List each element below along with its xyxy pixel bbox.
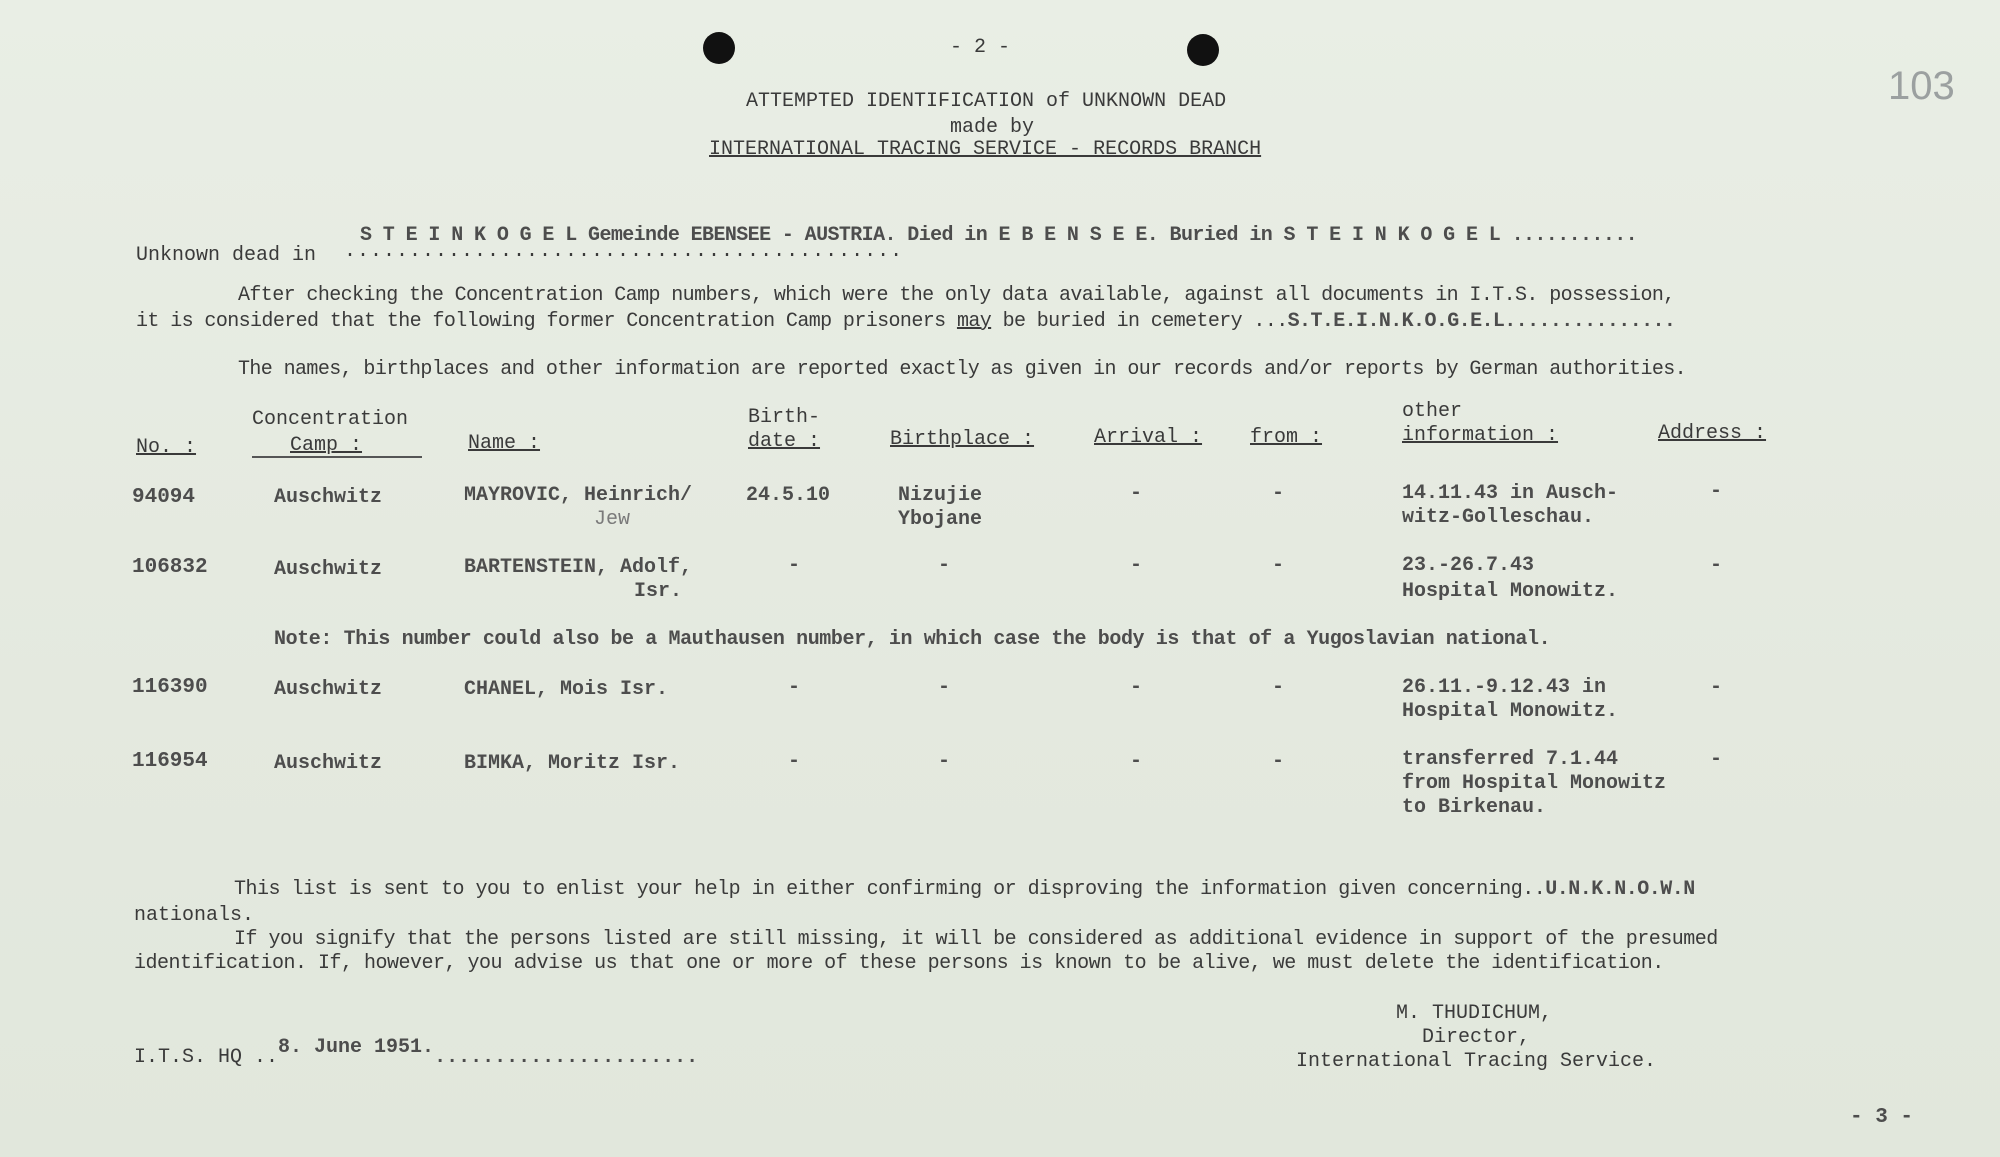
header-name: Name :: [468, 432, 541, 455]
row-birthdate: 24.5.10: [746, 484, 831, 507]
header-other-bottom: information :: [1402, 424, 1559, 447]
row-arrival: -: [1130, 676, 1143, 699]
document-title: ATTEMPTED IDENTIFICATION of UNKNOWN DEAD: [746, 90, 1227, 113]
signer-title: Director,: [1422, 1026, 1531, 1049]
row-other-line2: Hospital Monowitz.: [1402, 700, 1619, 723]
page-number: - 2 -: [950, 36, 1011, 59]
row-birthdate: -: [788, 676, 801, 699]
intro-line-3: The names, birthplaces and other information are reported exactly as given in our records and/or reports by German authorities.: [238, 358, 1687, 381]
closing-line-1: [234, 878, 1695, 901]
row-birthplace-line1: -: [938, 750, 951, 773]
row-from: -: [1272, 676, 1285, 699]
date-dots: ......................: [434, 1046, 699, 1069]
unknown-dead-label: Unknown dead in: [136, 244, 317, 267]
row-birthplace-line2: Ybojane: [898, 508, 983, 531]
row-name-line2: Jew: [594, 508, 631, 531]
row-arrival: -: [1130, 482, 1143, 505]
row-camp: Auschwitz: [274, 486, 383, 509]
punch-hole-right: [1187, 34, 1219, 66]
its-hq-label: I.T.S. HQ ..: [134, 1046, 279, 1069]
row-arrival: -: [1130, 554, 1143, 577]
punch-hole-left: [703, 32, 735, 64]
row-camp: Auschwitz: [274, 558, 383, 581]
row-other-line1: transferred 7.1.44: [1402, 748, 1619, 771]
next-page-number: - 3 -: [1850, 1106, 1914, 1129]
row-from: -: [1272, 482, 1285, 505]
table-note: Note: This number could also be a Mauthausen number, in which case the body is that of a Yugoslavian national.: [274, 628, 1551, 651]
closing-nationality: U.N.K.N.O.W.N: [1545, 878, 1695, 901]
intro-line-1: After checking the Concentration Camp numbers, which were the only data available, against all documents in I.T.S. possession,: [238, 284, 1675, 307]
row-name-line1: CHANEL, Mois Isr.: [464, 678, 669, 701]
row-no: 116954: [132, 750, 208, 773]
row-other-line1: 23.-26.7.43: [1402, 554, 1535, 577]
intro-may: may: [956, 310, 992, 333]
row-no: 106832: [132, 556, 208, 579]
row-camp: Auschwitz: [274, 678, 383, 701]
unknown-dead-location: S T E I N K O G E L Gemeinde EBENSEE - AUSTRIA. Died in E B E N S E E. Buried in S T E I N K O G E L ...........: [360, 224, 1638, 247]
closing-line-1-text: This list is sent to you to enlist your help in either confirming or disproving the information given concerning..: [234, 878, 1546, 901]
row-birthplace-line1: -: [938, 676, 951, 699]
row-from: -: [1272, 750, 1285, 773]
header-birthdate-top: Birth-: [748, 406, 821, 429]
signer-organization: International Tracing Service.: [1296, 1050, 1657, 1073]
intro-line-2-end: be buried in cemetery ...: [1002, 310, 1288, 333]
row-camp: Auschwitz: [274, 752, 383, 775]
row-other-line2: from Hospital Monowitz: [1402, 772, 1667, 795]
closing-line-3: If you signify that the persons listed are still missing, it will be considered as additional evidence in support of the presumed: [234, 928, 1718, 951]
intro-line-2-start: it is considered that the following former Concentration Camp prisoners: [136, 310, 946, 333]
row-birthdate: -: [788, 750, 801, 773]
row-other-line2: witz-Golleschau.: [1402, 506, 1595, 529]
row-name-line1: BIMKA, Moritz Isr.: [464, 752, 681, 775]
signer-name: M. THUDICHUM,: [1396, 1002, 1553, 1025]
header-camp-top: Concentration: [252, 408, 409, 431]
closing-line-4: identification. If, however, you advise us that one or more of these persons is known to be alive, we must delete the identification.: [134, 952, 1664, 975]
intro-line-2: [136, 310, 1675, 333]
row-other-line1: 14.11.43 in Ausch-: [1402, 482, 1619, 505]
row-address: -: [1710, 554, 1723, 577]
row-from: -: [1272, 554, 1285, 577]
row-other-line3: to Birkenau.: [1402, 796, 1547, 819]
header-camp-rule: [252, 456, 422, 458]
row-birthplace-line1: -: [938, 554, 951, 577]
header-birthdate-bottom: date :: [748, 430, 821, 453]
header-no: No. :: [136, 436, 197, 459]
row-arrival: -: [1130, 750, 1143, 773]
header-address: Address :: [1658, 422, 1767, 445]
header-camp-bottom: Camp :: [290, 434, 363, 457]
row-name-line2: Isr.: [634, 580, 683, 603]
row-other-line2: Hospital Monowitz.: [1402, 580, 1619, 603]
row-no: 94094: [132, 486, 196, 509]
issuing-organization: INTERNATIONAL TRACING SERVICE - RECORDS BRANCH: [709, 138, 1262, 161]
document-date: 8. June 1951.: [278, 1036, 435, 1059]
its-hq-line: [134, 1036, 699, 1069]
intro-cemetery: S.T.E.I.N.K.O.G.E.L...............: [1287, 310, 1676, 333]
row-no: 116390: [132, 676, 208, 699]
archive-stamp-number: 103: [1888, 64, 1955, 108]
header-arrival: Arrival :: [1094, 426, 1203, 449]
header-birthplace: Birthplace :: [890, 428, 1035, 451]
header-other-top: other: [1402, 400, 1463, 423]
row-birthdate: -: [788, 554, 801, 577]
row-address: -: [1710, 676, 1723, 699]
header-from: from :: [1250, 426, 1323, 449]
row-other-line1: 26.11.-9.12.43 in: [1402, 676, 1607, 699]
row-address: -: [1710, 480, 1723, 503]
row-name-line1: MAYROVIC, Heinrich/: [464, 484, 693, 507]
row-address: -: [1710, 748, 1723, 771]
title-made-by: made by: [950, 116, 1035, 139]
unknown-dead-dots: ...........................................: [344, 240, 904, 263]
closing-line-2: nationals.: [134, 904, 255, 927]
row-name-line1: BARTENSTEIN, Adolf,: [464, 556, 693, 579]
row-birthplace-line1: Nizujie: [898, 484, 983, 507]
